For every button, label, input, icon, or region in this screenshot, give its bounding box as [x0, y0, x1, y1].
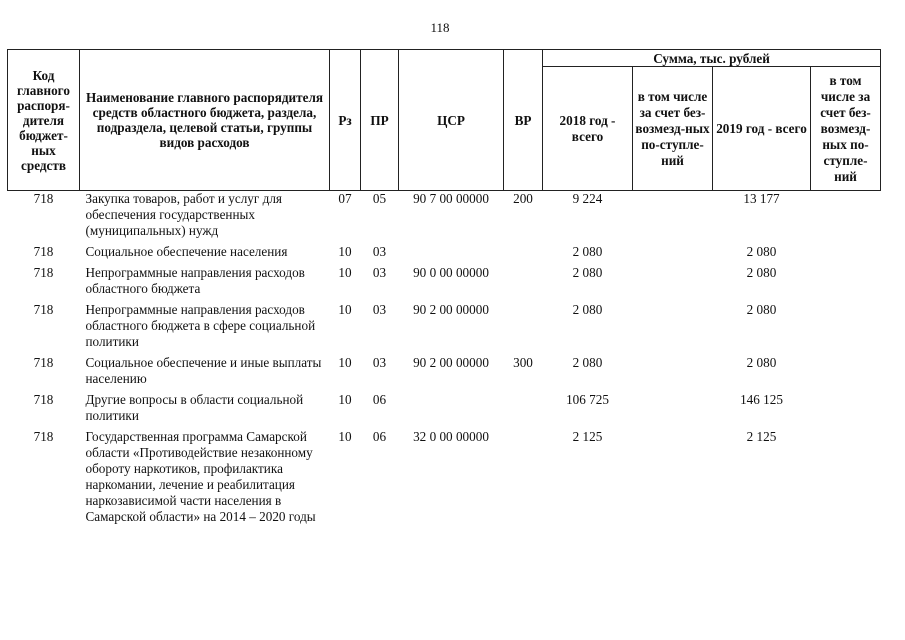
cell-name: Закупка товаров, работ и услуг для обеспечения государственных (муниципальных) нужд	[85, 191, 282, 238]
page-number: 118	[430, 20, 450, 35]
cell-csr: 90 2 00 00000	[413, 302, 489, 317]
cell-code: 718	[33, 265, 54, 280]
cell-2019-free	[811, 429, 881, 530]
cell-2019-free	[811, 244, 881, 265]
cell-2019-free	[811, 302, 881, 355]
cell-pr: 03	[372, 302, 387, 317]
cell-2019-free	[811, 191, 881, 245]
cell-2018-total: 106 725	[566, 392, 609, 407]
cell-2018-total: 2 080	[572, 302, 603, 317]
cell-rz: 10	[338, 355, 352, 370]
cell-rz: 07	[338, 191, 352, 206]
header-sum-group: Сумма, тыс. рублей	[543, 50, 881, 67]
cell-vr	[504, 302, 543, 355]
cell-2018-free	[633, 429, 713, 530]
header-2019-free: в том числе за счет без-возмезд-ных по-ступле-ний	[811, 67, 881, 191]
cell-2019-total: 2 125	[746, 429, 777, 444]
cell-2018-total: 2 125	[572, 429, 603, 444]
cell-vr: 200	[513, 191, 533, 206]
header-pr: ПР	[361, 50, 399, 191]
table-row	[8, 244, 881, 265]
table-row	[8, 429, 881, 530]
header-code: Код главного распоря-дителя бюджет-ных средств	[8, 50, 80, 191]
cell-vr: 300	[513, 355, 533, 370]
cell-2018-free	[633, 355, 713, 392]
cell-2019-free	[811, 355, 881, 392]
cell-2018-free	[633, 265, 713, 302]
cell-pr: 03	[372, 355, 387, 370]
cell-2018-total: 2 080	[572, 265, 603, 280]
header-name: Наименование главного распорядителя средств областного бюджета, раздела, подраздела, целевой статьи, группы видов расходов	[80, 50, 330, 191]
cell-name: Непрограммные направления расходов областного бюджета	[85, 265, 305, 296]
cell-pr: 03	[372, 244, 387, 259]
cell-pr: 06	[372, 392, 387, 407]
cell-2019-total: 2 080	[746, 355, 777, 370]
cell-vr	[504, 392, 543, 429]
cell-2018-total: 9 224	[572, 191, 603, 206]
header-2019-total: 2019 год - всего	[713, 67, 811, 191]
cell-pr: 03	[372, 265, 387, 280]
cell-2018-total: 2 080	[572, 244, 603, 259]
cell-name: Социальное обеспечение и иные выплаты населению	[85, 355, 322, 386]
cell-rz: 10	[338, 429, 352, 444]
cell-2018-free	[633, 302, 713, 355]
cell-vr	[504, 265, 543, 302]
header-vr: ВР	[504, 50, 543, 191]
cell-2019-total: 2 080	[746, 302, 777, 317]
cell-vr	[504, 244, 543, 265]
cell-code: 718	[33, 244, 54, 259]
table-row	[8, 392, 881, 429]
cell-name: Социальное обеспечение населения	[85, 244, 288, 259]
table-row	[8, 191, 881, 245]
cell-2019-free	[811, 265, 881, 302]
cell-rz: 10	[338, 392, 352, 407]
cell-2018-free	[633, 392, 713, 429]
cell-2018-free	[633, 191, 713, 245]
cell-csr: 90 0 00 00000	[413, 265, 489, 280]
header-2018-free: в том числе за счет без-возмезд-ных по-ступле-ний	[633, 67, 713, 191]
cell-csr: 90 7 00 00000	[413, 191, 489, 206]
cell-code: 718	[33, 392, 54, 407]
cell-name: Государственная программа Самарской области «Противодействие незаконному обороту наркотиков, профилактика наркомании, лечение и реабилитация наркозависимой части населения в Самарской области» на 2014 – 2020 годы	[85, 429, 316, 524]
header-csr: ЦСР	[399, 50, 504, 191]
cell-2019-total: 13 177	[743, 191, 780, 206]
cell-2019-total: 2 080	[746, 265, 777, 280]
cell-name: Непрограммные направления расходов областного бюджета в сфере социальной политики	[85, 302, 316, 349]
cell-rz: 10	[338, 265, 352, 280]
cell-2018-total: 2 080	[572, 355, 603, 370]
table-row	[8, 355, 881, 392]
budget-table	[7, 49, 881, 530]
cell-pr: 06	[372, 429, 387, 444]
cell-pr: 05	[372, 191, 387, 206]
cell-code: 718	[33, 191, 54, 206]
header-rz: Рз	[330, 50, 361, 191]
table-row	[8, 302, 881, 355]
cell-name: Другие вопросы в области социальной политики	[85, 392, 304, 423]
cell-2018-free	[633, 244, 713, 265]
cell-rz: 10	[338, 302, 352, 317]
cell-csr	[399, 244, 504, 265]
cell-2019-total: 146 125	[740, 392, 783, 407]
cell-code: 718	[33, 429, 54, 444]
cell-2019-total: 2 080	[746, 244, 777, 259]
cell-csr: 90 2 00 00000	[413, 355, 489, 370]
cell-code: 718	[33, 355, 54, 370]
cell-2019-free	[811, 392, 881, 429]
header-2018-total: 2018 год - всего	[543, 67, 633, 191]
cell-rz: 10	[338, 244, 352, 259]
cell-vr	[504, 429, 543, 530]
cell-code: 718	[33, 302, 54, 317]
cell-csr: 32 0 00 00000	[413, 429, 489, 444]
table-row	[8, 265, 881, 302]
cell-csr	[399, 392, 504, 429]
